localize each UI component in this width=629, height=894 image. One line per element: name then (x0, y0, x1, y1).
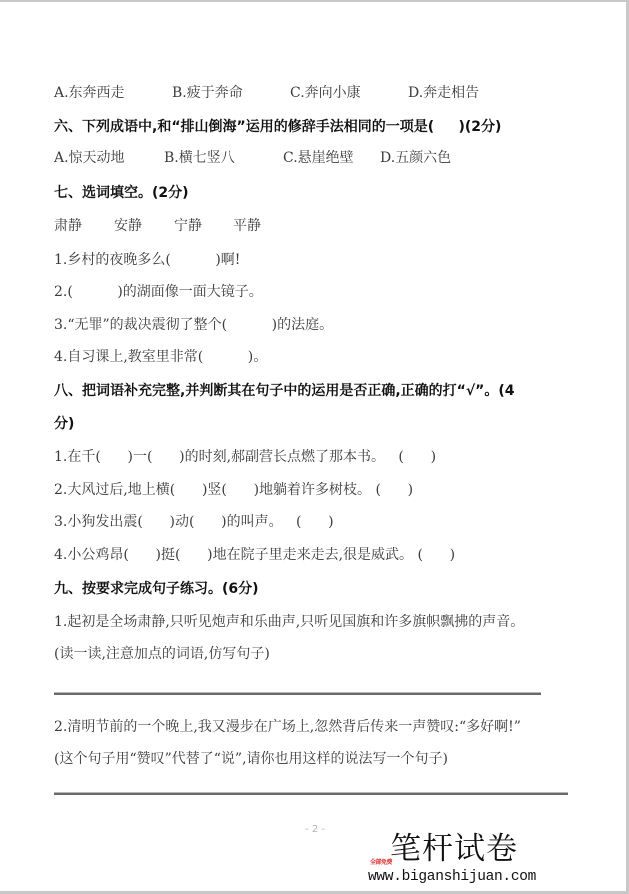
word-bank-item: 肃静 (54, 218, 82, 234)
section7-item-1[interactable]: 1.乡村的夜晚多么( )啊! (54, 252, 241, 268)
section9-q1-text: 1.起初是全场肃静,只听见炮声和乐曲声,只听见国旗和许多旗帜飘拂的声音。 (54, 614, 525, 630)
option-b[interactable]: B.横七竖八 (164, 150, 235, 166)
section9-q1-instruction: (读一读,注意加点的词语,仿写句子) (54, 646, 270, 662)
section9-q2-text: 2.清明节前的一个晚上,我又漫步在广场上,忽然背后传来一声赞叹:“多好啊!” (54, 719, 521, 735)
section8-item-4[interactable]: 4.小公鸡昂( )挺( )地在院子里走来走去,很是威武。 ( ) (54, 547, 456, 563)
section6-options (54, 149, 574, 167)
section8-item-2[interactable]: 2.大风过后,地上横( )竖( )地躺着许多树枝。 ( ) (54, 482, 414, 498)
word-bank-item: 安静 (114, 218, 142, 234)
option-b[interactable]: B.疲于奔命 (172, 85, 243, 101)
section8-heading: 八、把词语补充完整,并判断其在句子中的运用是否正确,正确的打“√”。(4 (54, 383, 515, 399)
section7-word-bank (54, 217, 354, 235)
section7-item-4[interactable]: 4.自习课上,教室里非常( )。 (54, 349, 268, 365)
option-d[interactable]: D.五颜六色 (380, 150, 452, 166)
watermark-free-tag: 全部免费 (370, 859, 393, 866)
section7-item-3[interactable]: 3.“无罪”的裁决震彻了整个( )的法庭。 (54, 317, 334, 333)
word-bank-item: 平静 (233, 218, 261, 234)
option-a[interactable]: A.惊天动地 (54, 150, 125, 166)
option-d[interactable]: D.奔走相告 (408, 85, 480, 101)
section9-heading: 九、按要求完成句子练习。(6分) (54, 581, 259, 597)
section9-q2-answer-line[interactable] (54, 792, 568, 795)
section9-q1-answer-line[interactable] (54, 692, 541, 695)
section7-item-2[interactable]: 2.( )的湖面像一面大镜子。 (54, 284, 263, 300)
page-border-top (0, 0, 629, 2)
option-a[interactable]: A.东奔西走 (54, 85, 125, 101)
watermark-logo: 笔杆试卷 (390, 831, 518, 867)
section7-heading: 七、选词填空。(2分) (54, 185, 189, 201)
section8-heading-cont: 分) (54, 416, 75, 432)
word-bank-item: 宁静 (174, 218, 202, 234)
prev-question-options (54, 84, 574, 102)
section6-heading: 六、下列成语中,和“排山倒海”运用的修辞手法相同的一项是( )(2分) (54, 119, 502, 135)
section8-item-3[interactable]: 3.小狗发出震( )动( )的叫声。 ( ) (54, 514, 334, 530)
section9-q2-instruction: (这个句子用“赞叹”代替了“说”,请你也用这样的说法写一个句子) (54, 751, 449, 767)
page-number: - 2 - (305, 824, 325, 835)
watermark-url[interactable]: www.biganshijuan.com (368, 869, 537, 885)
option-c[interactable]: C.悬崖绝壁 (283, 150, 354, 166)
section8-item-1[interactable]: 1.在千( )一( )的时刻,郝副营长点燃了那本书。 ( ) (54, 449, 437, 465)
option-c[interactable]: C.奔向小康 (290, 85, 361, 101)
